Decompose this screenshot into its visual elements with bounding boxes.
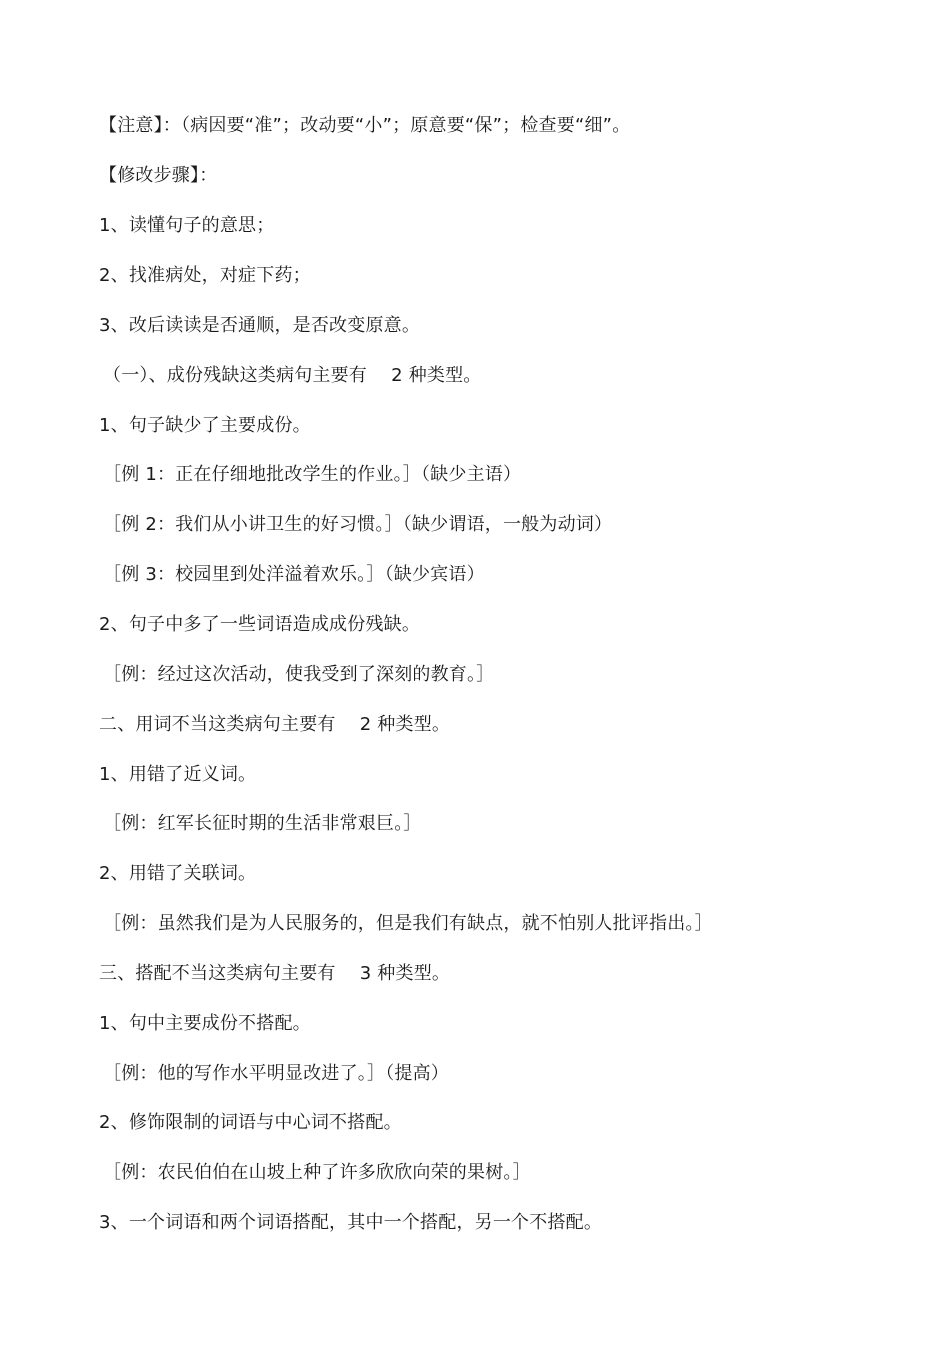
example-5: ［例：红军长征时期的生活非常艰巨。］: [103, 813, 422, 834]
example-7: ［例：他的写作水平明显改进了。］（提高）: [103, 1063, 449, 1084]
section-2-type-2: 2、用错了关联词。: [99, 863, 257, 884]
step-2: 2、找准病处，对症下药；: [99, 265, 311, 286]
example-1: ［例 1：正在仔细地批改学生的作业。］（缺少主语）: [103, 464, 522, 485]
example-8: ［例：农民伯伯在山坡上种了许多欣欣向荣的果树。］: [103, 1162, 531, 1183]
section-3-type-3: 3、一个词语和两个词语搭配，其中一个搭配，另一个不搭配。: [99, 1212, 603, 1233]
example-2: ［例 2：我们从小讲卫生的好习惯。］（缺少谓语，一般为动词）: [103, 514, 613, 535]
note-line: 【注意】：（病因要“准”；改动要“小”；原意要“保”；检查要“细”。: [99, 115, 631, 136]
step-3: 3、改后读读是否通顺，是否改变原意。: [99, 315, 421, 336]
section-3-type-1: 1、句中主要成份不搭配。: [99, 1013, 311, 1034]
steps-heading: 【修改步骤】：: [99, 165, 218, 186]
section-2-heading: 二、用词不当这类病句主要有 2 种类型。: [99, 714, 451, 735]
step-1: 1、读懂句子的意思；: [99, 215, 275, 236]
section-2-type-1: 1、用错了近义词。: [99, 764, 257, 785]
example-6: ［例：虽然我们是为人民服务的，但是我们有缺点，就不怕别人批评指出。］: [103, 913, 713, 934]
section-3-type-2: 2、修饰限制的词语与中心词不搭配。: [99, 1112, 402, 1133]
example-4: ［例：经过这次活动，使我受到了深刻的教育。］: [103, 664, 495, 685]
section-1-heading: （一）、成份残缺这类病句主要有 2 种类型。: [103, 365, 482, 386]
section-1-type-2: 2、句子中多了一些词语造成成份残缺。: [99, 614, 421, 635]
section-3-heading: 三、搭配不当这类病句主要有 3 种类型。: [99, 963, 451, 984]
example-3: ［例 3：校园里到处洋溢着欢乐。］（缺少宾语）: [103, 564, 485, 585]
section-1-type-1: 1、句子缺少了主要成份。: [99, 415, 311, 436]
